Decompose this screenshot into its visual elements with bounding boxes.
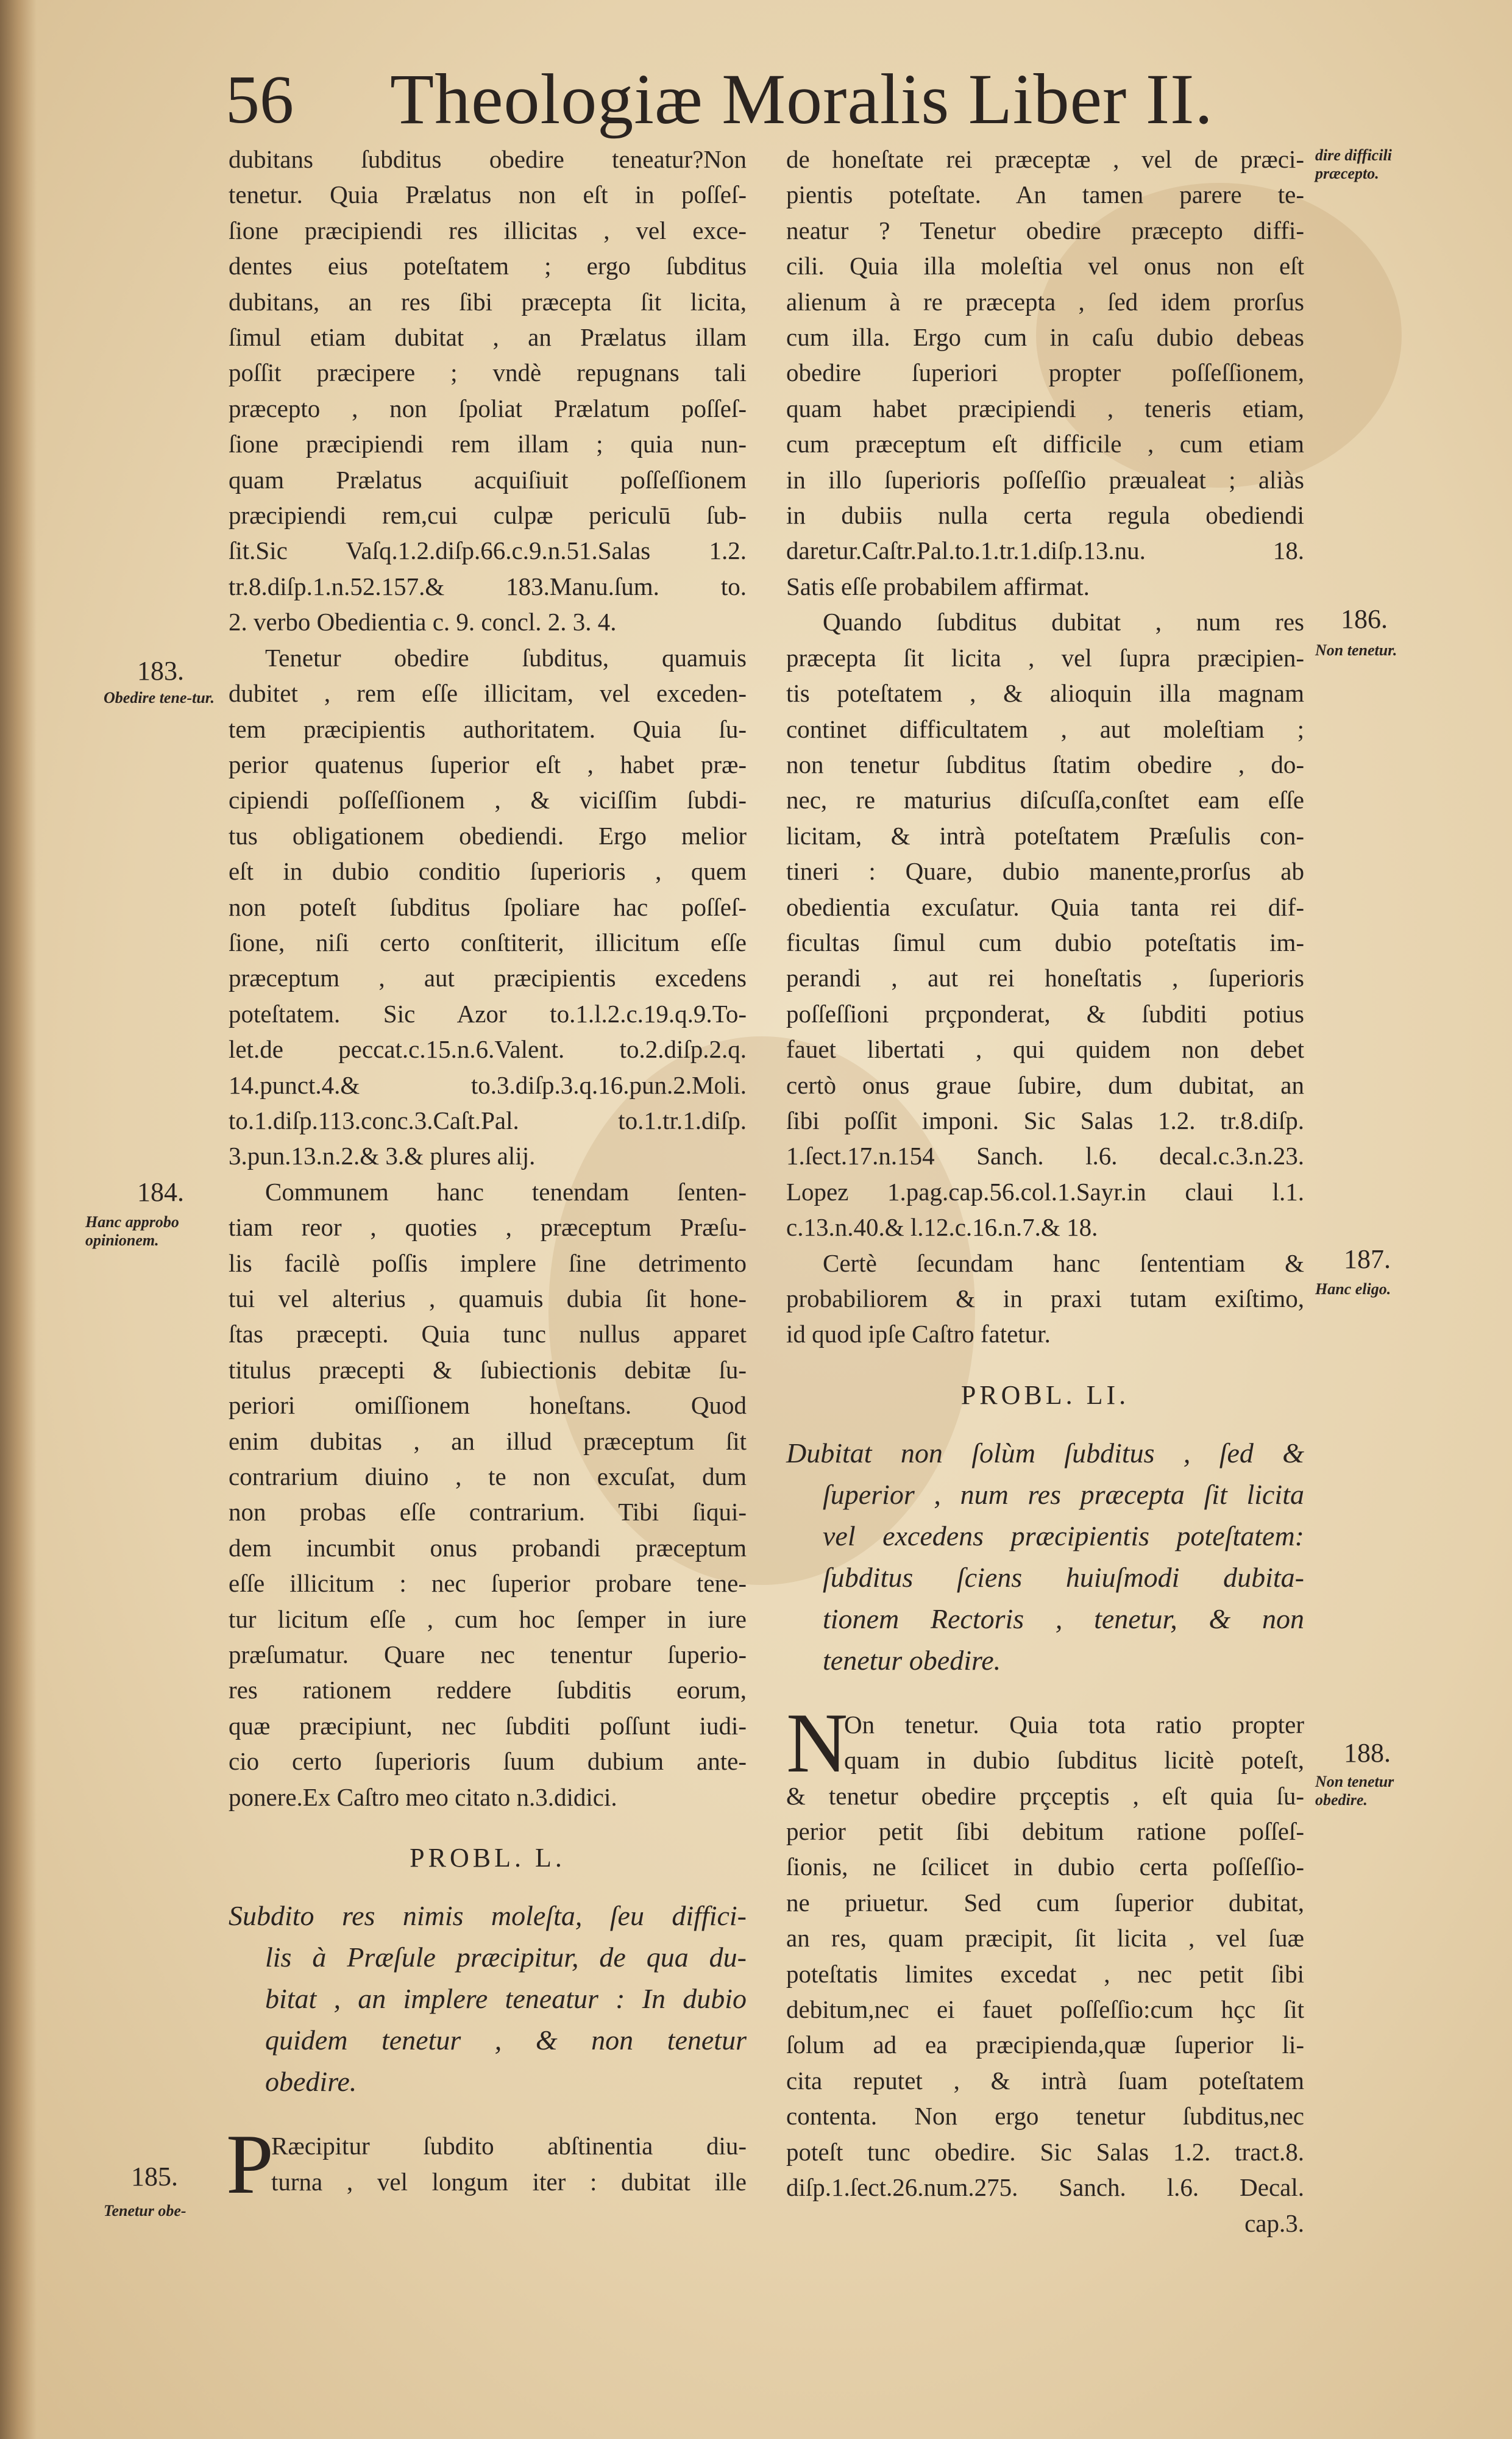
margin-number-187: 187. [1344, 1244, 1391, 1274]
margin-note-184: Hanc approbo opinionem. [85, 1213, 179, 1249]
text-line: non poteſt ſubditus ſpoliare hac poſſeſ- [229, 892, 747, 921]
right-paragraph-1 [786, 141, 1304, 604]
text-line: eſt in dubio conditio ſuperioris , quem [229, 857, 747, 886]
text-line: poſſit præcipere ; vndè repugnans tali [229, 358, 747, 387]
text-line: tis poteſtatem , & alioquin illa magnam [786, 679, 1304, 708]
right-paragraph-3 [786, 1245, 1304, 1352]
text-line: cita reputet , & intrà ſuam poteſtatem [786, 2066, 1304, 2095]
text-line: perandi , aut rei honeſtatis , ſuperioris [786, 964, 1304, 992]
text-line: in illo ſuperioris poſſeſſio præualeat ; aliàs [786, 465, 1304, 494]
text-line: tineri : Quare, dubio manente,prorſus ab [786, 857, 1304, 886]
margin-note-183: Obedire tene-tur. [104, 689, 215, 707]
margin-note-188: Non tenetur obedire. [1315, 1773, 1394, 1809]
text-line: Quando ſubditus dubitat , num res [823, 608, 1304, 636]
right-column [786, 141, 1304, 2241]
text-line: quæ præcipiunt, nec ſubditi poſſunt iudi- [229, 1711, 747, 1740]
left-paragraph-2 [229, 640, 747, 1174]
text-line: Tenetur obedire ſubditus, quamuis [265, 643, 747, 672]
text-line: id quod ipſe Caſtro fatetur. [786, 1320, 1051, 1348]
margin-number-186: 186. [1341, 604, 1388, 634]
question-line: lis à Præſule præcipitur, de qua du- [265, 1942, 747, 1973]
text-line: On tenetur. Quia tota ratio propter [844, 1710, 1304, 1739]
text-line: dem incumbit onus probandi præceptum [229, 1533, 747, 1562]
text-line: contenta. Non ergo tenetur ſubditus,nec [786, 2102, 1304, 2131]
text-line: de honeſtate rei præceptæ , vel de præci- [786, 145, 1304, 173]
question-line: vel excedens præcipientis poteſtatem: [823, 1520, 1304, 1551]
text-line: in dubiis nulla certa regula obediendi [786, 501, 1304, 530]
text-line: poteſt tunc obedire. Sic Salas 1.2. tract.8. [786, 2137, 1304, 2166]
text-line: cum præceptum eſt difficile , cum etiam [786, 430, 1304, 458]
margin-number-188: 188. [1344, 1738, 1391, 1768]
text-line: tur licitum eſſe , cum hoc ſemper in iure [229, 1604, 747, 1633]
text-line: ſione præcipiendi res illicitas , vel exce- [229, 216, 747, 244]
margin-note-186: Non tenetur. [1315, 641, 1397, 659]
left-paragraph-1 [229, 141, 747, 640]
text-line: neatur ? Tenetur obedire præcepto diffi- [786, 216, 1304, 244]
text-line: ſolum ad ea præcipienda,quæ ſuperior li- [786, 2031, 1304, 2059]
text-line: nec, re maturius diſcuſſa,conſtet eam eſſe [786, 786, 1304, 814]
question-line: bitat , an implere teneatur : In dubio [265, 1983, 747, 2015]
text-line: enim dubitas , an illud præceptum ſit [229, 1426, 747, 1455]
text-line: dubitans, an res ſibi præcepta ſit licita, [229, 287, 747, 316]
text-line: tiam reor , quoties , præceptum Præſu- [229, 1213, 747, 1242]
left-column [226, 141, 747, 2212]
text-line: let.de peccat.c.15.n.6.Valent. to.2.diſp.2.q. [229, 1035, 747, 1064]
text-line: certò onus graue ſubire, dum dubitat, an [786, 1070, 1304, 1099]
text-line: tenetur. Quia Prælatus non eſt in poſſeſ- [229, 180, 747, 209]
text-line: Certè ſecundam hanc ſententiam & [823, 1248, 1304, 1277]
text-line: dubitet , rem eſſe illicitam, vel exceden- [229, 679, 747, 708]
drop-cap: N [786, 1695, 848, 1790]
text-line: cili. Quia illa moleſtia vel onus non eſt [786, 252, 1304, 280]
left-paragraph-4 [226, 2117, 747, 2212]
question-line: ſubditus ſciens huiuſmodi dubita- [823, 1561, 1304, 1593]
text-line: diſp.1.ſect.26.num.275. Sanch. l.6. Decal. [786, 2173, 1304, 2202]
text-line: fauet libertati , qui quidem non debet [786, 1035, 1304, 1064]
text-line: præcepto , non ſpoliat Prælatum poſſeſ- [229, 394, 747, 422]
text-line: ne priuetur. Sed cum ſuperior dubitat, [786, 1888, 1304, 1917]
text-line: ſibi poſſit imponi. Sic Salas 1.2. tr.8.diſp. [786, 1106, 1304, 1134]
text-line: titulus præcepti & ſubiectionis debitæ ſu- [229, 1355, 747, 1384]
text-line: debitum,nec ei fauet poſſeſſio:cum hçc ſit [786, 1995, 1304, 2024]
text-line: præſumatur. Quare nec tenentur ſuperio- [229, 1640, 747, 1669]
text-line: non probas eſſe contrarium. Tibi ſiqui- [229, 1498, 747, 1526]
text-line: 14.punct.4.& to.3.diſp.3.q.16.pun.2.Moli. [229, 1070, 747, 1099]
question-line: tionem Rectoris , tenetur, & non [823, 1603, 1304, 1634]
text-line: 1.ſect.17.n.154 Sanch. l.6. decal.c.3.n.23. [786, 1142, 1304, 1170]
text-line: daretur.Caſtr.Pal.to.1.tr.1.diſp.13.nu. 18. [786, 536, 1304, 565]
text-line: contrarium diuino , te non excuſat, dum [229, 1462, 747, 1491]
running-title: Theologiæ Moralis Liber II. [390, 59, 1213, 139]
text-line: ſit.Sic Vaſq.1.2.diſp.66.c.9.n.51.Salas 1.2. [229, 536, 747, 565]
text-line: res rationem reddere ſubditis eorum, [229, 1676, 747, 1704]
binding-edge [0, 0, 37, 2439]
problem-heading: PROBL. LI. [960, 1380, 1130, 1410]
text-line: pientis poteſtate. An tamen parere te- [786, 180, 1304, 209]
text-line: dubitans ſubditus obedire teneatur?Non [229, 145, 747, 173]
text-line: lis facilè poſſis implere ſine detrimento [229, 1248, 747, 1277]
text-line: cum illa. Ergo cum in caſu dubio debeas [786, 323, 1304, 352]
text-line: tui vel alterius , quamuis dubia ſit hone- [229, 1284, 747, 1312]
text-line: poſſeſſioni prçponderat, & ſubditi potius [786, 999, 1304, 1028]
text-line: 2. verbo Obedientia c. 9. concl. 2. 3. 4. [229, 608, 617, 636]
text-line: continet difficultatem , aut moleſtiam ; [786, 714, 1304, 743]
text-line: cipiendi poſſeſſionem , & viciſſim ſubdi- [229, 786, 747, 814]
text-line: ſione, niſi certo conſtiterit, illicitum eſſe [229, 928, 747, 956]
question-line: Subdito res nimis moleſta, ſeu diffici- [229, 1900, 747, 1932]
text-line: ficultas ſimul cum dubio poteſtatis im- [786, 928, 1304, 956]
text-line: tem præcipientis authoritatem. Quia ſu- [229, 714, 747, 743]
text-line: dentes eius poteſtatem ; ergo ſubditus [229, 252, 747, 280]
text-line: 3.pun.13.n.2.& 3.& plures alij. [229, 1142, 536, 1170]
text-line: probabiliorem & in praxi tutam exiſtimo, [786, 1284, 1304, 1312]
text-line: licitam, & intrà poteſtatem Præſulis con- [786, 821, 1304, 850]
text-line: obedire ſuperiori propter poſſeſſionem, [786, 358, 1304, 387]
text-line: to.1.diſp.113.conc.3.Caſt.Pal. to.1.tr.1.diſp. [229, 1106, 747, 1134]
problem-heading: PROBL. L. [410, 1843, 566, 1873]
question-line: obedire. [265, 2066, 357, 2098]
left-paragraph-3 [229, 1174, 747, 1815]
question-line: tenetur obedire. [823, 1644, 1001, 1676]
text-line: Lopez 1.pag.cap.56.col.1.Sayr.in claui l.1. [786, 1177, 1304, 1206]
text-line: c.13.n.40.& l.12.c.16.n.7.& 18. [786, 1213, 1098, 1242]
text-line: perior quatenus ſuperior eſt , habet præ- [229, 750, 747, 778]
text-line: ſionis, ne ſcilicet in dubio certa poſſeſſio- [786, 1853, 1304, 1881]
text-line: præcepta ſit licita , vel ſupra præcipien- [786, 643, 1304, 672]
text-line: præceptum , aut præcipientis excedens [229, 964, 747, 992]
text-line: quam habet præcipiendi , teneris etiam, [786, 394, 1304, 422]
text-line: non tenetur ſubditus ſtatim obedire , do- [786, 750, 1304, 778]
text-line: poteſtatis limites excedat , nec petit ſibi [786, 1959, 1304, 1988]
margin-note-top: dire difficili præcepto. [1315, 146, 1392, 182]
margin-number-183: 183. [137, 656, 184, 686]
text-line: perior petit ſibi debitum ratione poſſeſ- [786, 1817, 1304, 1846]
text-line: obedientia excuſatur. Quia tanta rei dif- [786, 892, 1304, 921]
text-line: turna , vel longum iter : dubitat ille [271, 2167, 747, 2196]
text-line: & tenetur obedire prçceptis , eſt quia ſu- [786, 1781, 1304, 1810]
text-line: ponere.Ex Caſtro meo citato n.3.didici. [229, 1782, 617, 1811]
margin-note-187: Hanc eligo. [1315, 1280, 1391, 1298]
margin-note-185: Tenetur obe- [104, 2202, 186, 2220]
text-line: tus obligationem obediendi. Ergo melior [229, 821, 747, 850]
question-line: Dubitat non ſolùm ſubditus , ſed & [786, 1437, 1304, 1469]
margin-number-184: 184. [137, 1177, 184, 1207]
text-line: Communem hanc tenendam ſenten- [265, 1177, 747, 1206]
text-line: alienum à re præcepta , ſed idem prorſus [786, 287, 1304, 316]
text-line: Ræcipitur ſubdito abſtinentia diu- [271, 2132, 747, 2160]
text-line: tr.8.diſp.1.n.52.157.& 183.Manu.ſum. to. [229, 572, 747, 600]
question-line: ſuperior , num res præcepta ſit licita [823, 1478, 1304, 1510]
text-line: præcipiendi rem,cui culpæ periculū ſub- [229, 501, 747, 530]
text-line: ſione præcipiendi rem illam ; quia nun- [229, 430, 747, 458]
text-line: quam Prælatus acquiſiuit poſſeſſionem [229, 465, 747, 494]
text-line: an res, quam præcipit, ſit licita , vel ſuæ [786, 1924, 1304, 1953]
text-line: cio certo ſuperioris ſuum dubium ante- [229, 1747, 747, 1776]
text-line: quam in dubio ſubditus licitè poteſt, [844, 1746, 1304, 1775]
text-line: Satis eſſe probabilem affirmat. [786, 572, 1090, 600]
question-line: quidem tenetur , & non tenetur [265, 2024, 747, 2056]
right-paragraph-4 [786, 1695, 1304, 2206]
text-line: ſtas præcepti. Quia tunc nullus apparet [229, 1320, 747, 1348]
text-line: ſimul etiam dubitat , an Prælatus illam [229, 323, 747, 352]
catchword: cap.3. [1244, 2209, 1304, 2237]
page-number: 56 [225, 62, 294, 138]
right-paragraph-2 [786, 604, 1304, 1245]
margin-number-185: 185. [131, 2162, 178, 2192]
text-line: periori omiſſionem honeſtans. Quod [229, 1391, 747, 1420]
text-line: eſſe illicitum : nec ſuperior probare tene- [229, 1569, 747, 1598]
text-line: poteſtatem. Sic Azor to.1.l.2.c.19.q.9.To- [229, 999, 747, 1028]
drop-cap: P [226, 2117, 274, 2212]
